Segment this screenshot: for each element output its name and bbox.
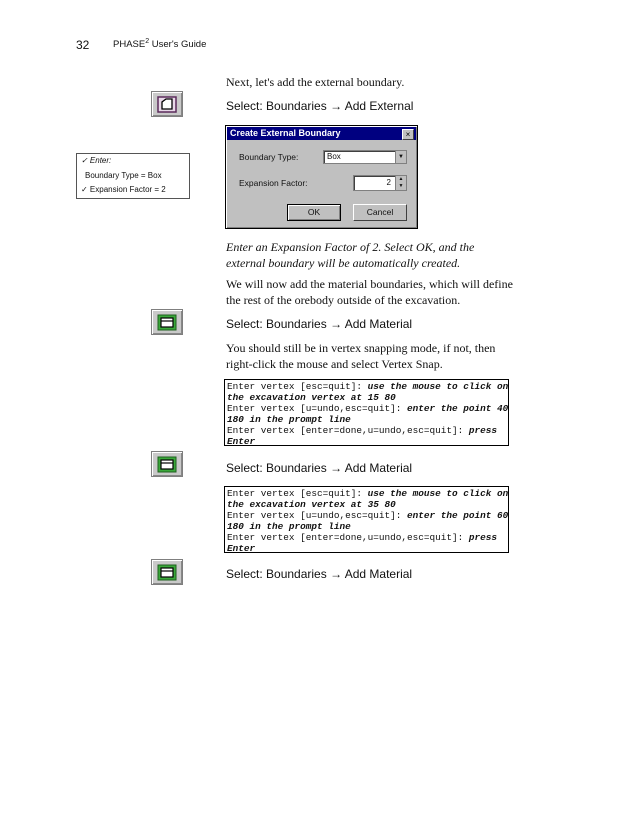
guide-title: PHASE$^2$ User's Guide	[113, 37, 207, 50]
select-add-external: Select: Boundaries → Add External	[226, 99, 414, 113]
instruction: Enter	[227, 543, 256, 554]
expansion-factor-label: Expansion Factor:	[239, 178, 308, 188]
cancel-button[interactable]: Cancel	[353, 204, 407, 221]
spin-up-icon[interactable]: ▲	[398, 176, 404, 182]
boundary-type-label: Boundary Type:	[239, 152, 299, 162]
expansion-factor-stepper[interactable]	[353, 175, 407, 191]
material-intro: We will now add the material boundaries, which will define the rest of the orebody outside of the excavation.	[226, 277, 513, 307]
ok-button[interactable]: OK	[287, 204, 341, 221]
prompt: Enter vertex [esc=quit]:	[227, 381, 368, 392]
intro-text: Next, let's add the external boundary.	[226, 75, 405, 89]
dialog-title: Create External Boundary	[227, 127, 416, 140]
instruction: use the mouse to click on	[367, 488, 509, 499]
prompt: Enter vertex [esc=quit]:	[227, 488, 368, 499]
instruction: the excavation vertex at 15 80	[227, 392, 396, 403]
add-external-boundary-icon[interactable]	[151, 91, 183, 117]
note-enter: ✓ Enter:	[81, 156, 112, 165]
chevron-down-icon[interactable]: ▼	[395, 151, 406, 163]
expansion-instruction: Enter an Expansion Factor of 2. Select OK, and the external boundary will be automatically created.	[226, 240, 475, 270]
close-icon[interactable]: ×	[402, 129, 414, 140]
instruction: use the mouse to click on	[367, 381, 509, 392]
spin-down-icon[interactable]: ▼	[398, 183, 404, 189]
instruction: press	[468, 425, 498, 436]
note-expansion-factor: ✓ Expansion Factor = 2	[81, 185, 166, 194]
margin-note	[76, 153, 190, 199]
select-add-material-2: Select: Boundaries → Add Material	[226, 461, 413, 475]
instruction: the excavation vertex at 35 80	[227, 499, 396, 510]
add-material-boundary-icon[interactable]	[151, 559, 183, 585]
prompt: Enter vertex [enter=done,u=undo,esc=quit]:	[227, 425, 469, 436]
instruction: press	[468, 532, 498, 543]
instruction: enter the point 40	[407, 403, 509, 414]
select-add-material-1: Select: Boundaries → Add Material	[226, 317, 413, 331]
prompt: Enter vertex [u=undo,esc=quit]:	[227, 510, 408, 521]
instruction: enter the point 60	[407, 510, 509, 521]
command-prompt-box-1	[224, 379, 509, 446]
note-boundary-type: Boundary Type = Box	[85, 171, 162, 180]
instruction: 180 in the prompt line	[227, 414, 351, 425]
vertex-snap-text: You should still be in vertex snapping mode, if not, then right-click the mouse and select Vertex Snap.	[226, 341, 496, 371]
add-material-boundary-icon[interactable]	[151, 309, 183, 335]
prompt: Enter vertex [u=undo,esc=quit]:	[227, 403, 408, 414]
select-add-material-3: Select: Boundaries → Add Material	[226, 567, 413, 581]
page-number: 32	[76, 38, 90, 52]
command-prompt-box-2	[224, 486, 509, 553]
instruction: 180 in the prompt line	[227, 521, 351, 532]
boundary-type-select[interactable]	[323, 150, 407, 164]
expansion-factor-value: 2	[386, 178, 391, 187]
create-external-boundary-dialog	[225, 125, 418, 229]
boundary-type-value: Box	[327, 152, 341, 161]
instruction: Enter	[227, 436, 256, 447]
prompt: Enter vertex [enter=done,u=undo,esc=quit]:	[227, 532, 469, 543]
add-material-boundary-icon[interactable]	[151, 451, 183, 477]
